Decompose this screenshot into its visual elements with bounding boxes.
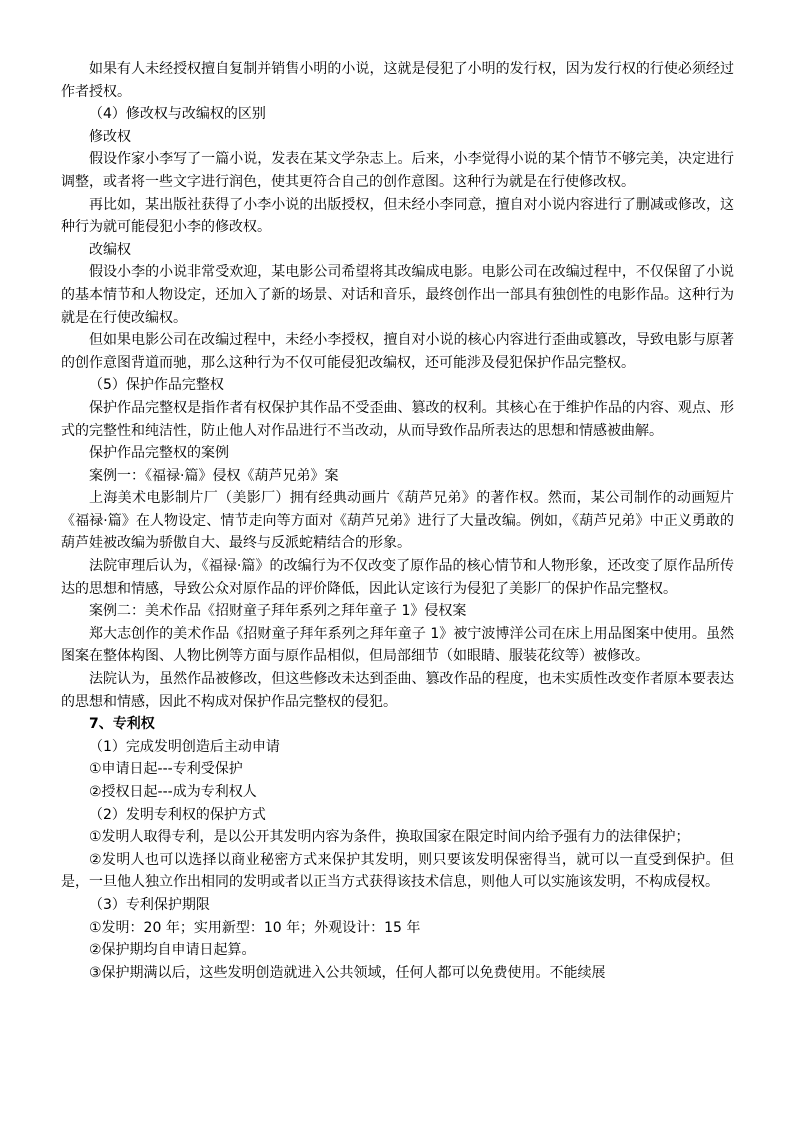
patent-item-term-start: ②保护期均自申请日起算。 xyxy=(89,942,256,959)
paragraph-modification-example-1: 假设作家小李写了一篇小说，发表在某文学杂志上。后来，小李觉得小说的某个情节不够完美，决定进行调整，或者将一些文字进行润色，使其更符合自己的创作意图。这种行为就是在行使修改权。 xyxy=(61,151,734,190)
patent-heading-protection-methods: （2）发明专利权的保护方式 xyxy=(89,806,266,823)
patent-heading-application: （1）完成发明创造后主动申请 xyxy=(89,738,280,755)
paragraph-integrity-definition: 保护作品完整权是指作者有权保护其作品不受歪曲、篡改的权利。其核心在于维护作品的内容、观点、形式的完整性和纯洁性，防止他人对作品进行不当改动，从而导致作品所表达的思想和情感被曲解。 xyxy=(61,399,734,439)
patent-item-trade-secret: ②发明人也可以选择以商业秘密方式来保护其发明，则只要该发明保密得当，就可以一直受到保护。但是，一旦他人独立作出相同的发明或者以正当方式获得该技术信息，则他人可以实施该发明，不构成侵权。 xyxy=(61,851,734,891)
case-one-facts: 上海美术电影制片厂（美影厂）拥有经典动画片《葫芦兄弟》的著作权。然而，某公司制作的动画短片《福禄·篇》在人物设定、情节走向等方面对《葫芦兄弟》进行了大量改编。例如，《葫芦兄弟》中正义勇敢的葫芦娃被改编为骄傲自大、最终与反派蛇精结合的形象。 xyxy=(61,490,734,552)
case-one-title: 案例一：《福禄·篇》侵权《葫芦兄弟》案 xyxy=(89,467,339,484)
paragraph-adaptation-example-2: 但如果电影公司在改编过程中，未经小李授权，擅自对小说的核心内容进行歪曲或篡改，导致电影与原著的创作意图背道而驰，那么这种行为不仅可能侵犯改编权，还可能涉及侵犯保护作品完整权。 xyxy=(61,332,734,371)
patent-item-grant-date: ②授权日起---成为专利权人 xyxy=(89,784,257,800)
paragraph-distribution-right-example: 如果有人未经授权擅自复制并销售小明的小说，这就是侵犯了小明的发行权，因为发行权的行使必须经过作者授权。 xyxy=(61,61,734,100)
section-heading-patent-right: 7、专利权 xyxy=(89,716,155,733)
heading-modification-vs-adaptation: （4）修改权与改编权的区别 xyxy=(89,106,266,123)
subheading-integrity-cases: 保护作品完整权的案例 xyxy=(89,445,229,462)
case-two-ruling: 法院认为，虽然作品被修改，但这些修改未达到歪曲、篡改作品的程度，也未实质性改变作者原本要表达的思想和情感，因此不构成对保护作品完整权的侵犯。 xyxy=(61,671,734,710)
paragraph-modification-example-2: 再比如，某出版社获得了小李小说的出版授权，但未经小李同意，擅自对小说内容进行了删减或修改，这种行为就可能侵犯小李的修改权。 xyxy=(61,196,734,236)
patent-heading-protection-term: （3）专利保护期限 xyxy=(89,896,210,913)
document-body xyxy=(61,58,734,984)
patent-item-application-date: ①申请日起---专利受保护 xyxy=(89,761,243,778)
case-one-ruling: 法院审理后认为，《福禄·篇》的改编行为不仅改变了原作品的核心情节和人物形象，还改变了原作品所传达的思想和情感，导致公众对原作品的评价降低，因此认定该行为侵犯了美影厂的保护作品完整权。 xyxy=(61,558,734,597)
case-two-facts: 郑大志创作的美术作品《招财童子拜年系列之拜年童子 1》被宁波博洋公司在床上用品图案中使用。虽然图案在整体构图、人物比例等方面与原作品相似，但局部细节（如眼睛、服装花纹等）被修改。 xyxy=(61,625,734,665)
patent-item-term-expiry: ③保护期满以后，这些发明创造就进入公共领域，任何人都可以免费使用。不能续展 xyxy=(89,964,606,981)
subheading-adaptation-right: 改编权 xyxy=(89,241,131,258)
heading-integrity-right: （5）保护作品完整权 xyxy=(89,377,224,394)
patent-item-public-disclosure: ①发明人取得专利，是以公开其发明内容为条件，换取国家在限定时间内给予强有力的法律保护； xyxy=(89,829,690,846)
patent-item-terms: ①发明：20 年；实用新型：10 年；外观设计：15 年 xyxy=(89,919,421,936)
paragraph-adaptation-example-1: 假设小李的小说非常受欢迎，某电影公司希望将其改编成电影。电影公司在改编过程中，不仅保留了小说的基本情节和人物设定，还加入了新的场景、对话和音乐，最终创作出一部具有独创性的电影作品。这种行为就是在行使改编权。 xyxy=(61,264,734,326)
case-two-title: 案例二：美术作品《招财童子拜年系列之拜年童子 1》侵权案 xyxy=(89,603,467,620)
subheading-modification-right: 修改权 xyxy=(89,128,131,145)
